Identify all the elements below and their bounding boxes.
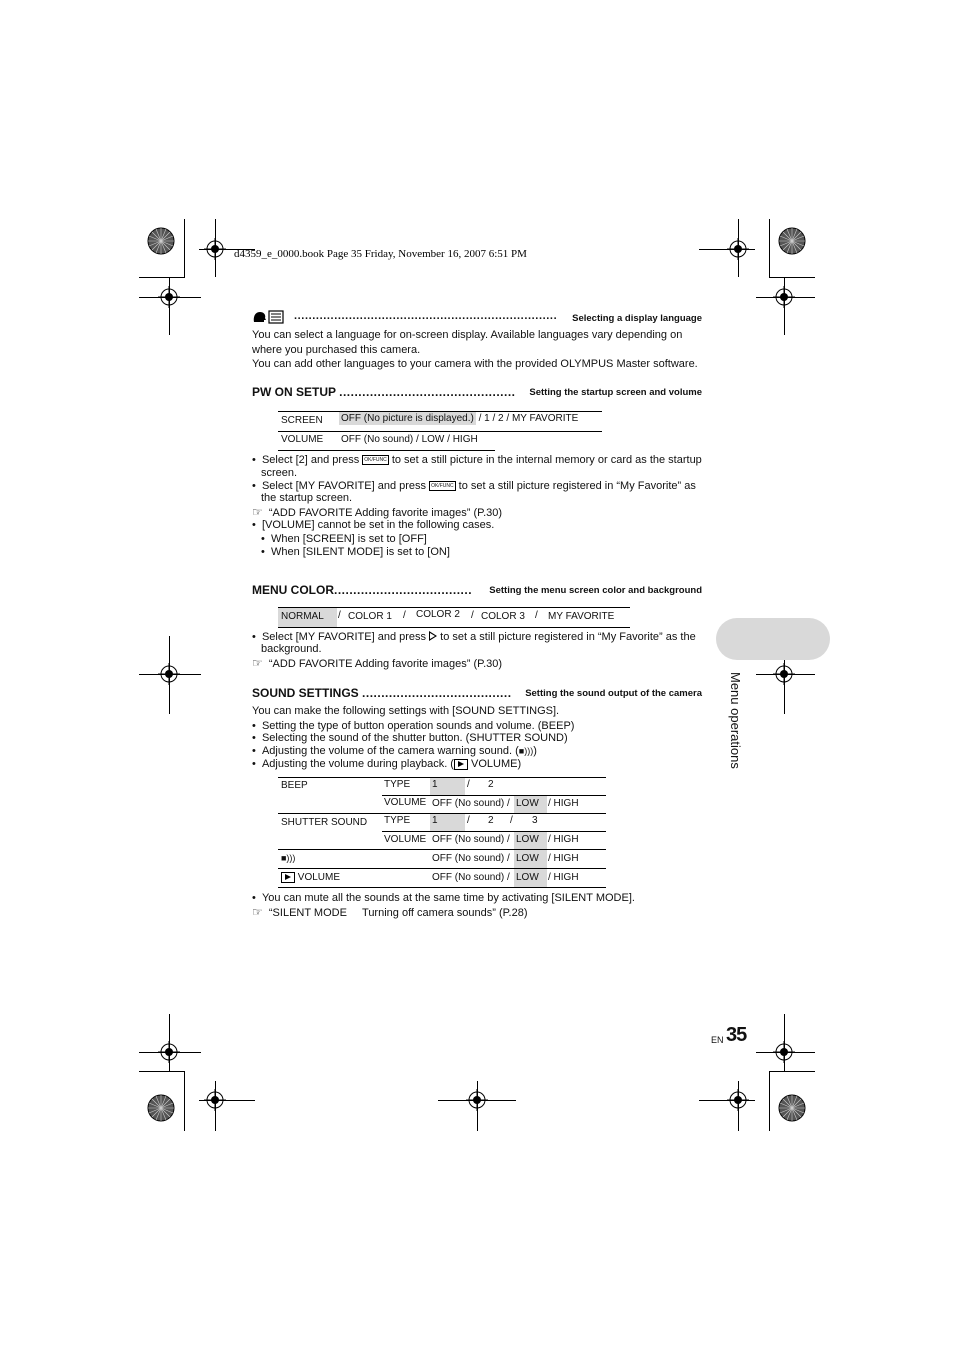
sound-playback-label: VOLUME [281, 872, 340, 883]
side-tab [716, 618, 830, 660]
pw-on-bullet-2: • Select [MY FAVORITE] and press OK/FUNC to set a still picture registered in “My Favorite” as [252, 480, 696, 492]
menu-color-option-favorite: MY FAVORITE [548, 611, 615, 622]
ok-func-icon: OK/FUNC [364, 457, 387, 464]
sound-shutter-label: SHUTTER SOUND [281, 817, 368, 828]
menu-color-ref: ☞ “ADD FAVORITE Adding favorite images” (P.30) [252, 656, 503, 670]
side-tab-label: Menu operations [728, 672, 743, 769]
sound-name: SOUND SETTINGS [252, 686, 359, 700]
pw-on-screen-rest: / 1 / 2 / MY FAVORITE [475, 413, 579, 424]
pw-on-dots: .............................................. [339, 385, 516, 399]
reference-hand-icon: ☞ [252, 656, 263, 670]
playback-icon [454, 759, 468, 770]
sound-shutter-type-label: TYPE [384, 815, 411, 826]
sound-beep-type-label: TYPE [384, 779, 411, 790]
sound-beep-volume-label: VOLUME [384, 797, 427, 808]
pw-on-bullet-3a: • When [SCREEN] is set to [OFF] [261, 533, 427, 545]
sound-beep-volume-low: LOW [516, 798, 539, 809]
page-language: EN [711, 1035, 724, 1045]
menu-color-option-normal: NORMAL [281, 611, 324, 622]
menu-color-bullet-1: • Select [MY FAVORITE] and press to set a still picture registered in “My Favorite” as the [252, 631, 696, 643]
language-dots: ........................................................................ [294, 310, 558, 322]
menu-color-option-2: COLOR 2 [416, 609, 460, 620]
right-arrow-icon [429, 631, 437, 641]
sound-bullet-4: • Adjusting the volume during playback. ( VOLUME) [252, 758, 522, 770]
sound-warning-volume-off: OFF (No sound) / [432, 853, 510, 864]
menu-color-bullet-1-cont: background. [261, 643, 322, 655]
sound-warning-volume-low: LOW [516, 853, 539, 864]
book-header: d4359_e_0000.book Page 35 Friday, November 16, 2007 6:51 PM [234, 248, 527, 260]
sound-playback-volume-high: / HIGH [548, 872, 579, 883]
sound-shutter-volume-high: / HIGH [548, 834, 579, 845]
menu-color-heading [252, 583, 472, 597]
sound-beep-volume-high: / HIGH [548, 798, 579, 809]
sound-shutter-volume-off: OFF (No sound) / [432, 834, 510, 845]
sound-shutter-type-2: 2 [488, 815, 494, 826]
menu-color-option-3: COLOR 3 [481, 611, 525, 622]
sound-note: • You can mute all the sounds at the same time by activating [SILENT MODE]. [252, 892, 635, 904]
sound-beep-type-slash: / [467, 779, 470, 790]
pw-on-bullet-1-cont: screen. [261, 467, 298, 479]
pw-on-heading [252, 385, 516, 399]
pw-on-screen-label: SCREEN [281, 415, 323, 426]
pw-on-bullet-3b: • When [SILENT MODE] is set to [ON] [261, 546, 450, 558]
sound-beep-type-1: 1 [432, 779, 438, 790]
sound-shutter-type-slash-1: / [467, 815, 470, 826]
sound-beep-volume-off: OFF (No sound) / [432, 798, 510, 809]
sound-shutter-type-slash-2: / [510, 815, 513, 826]
pw-on-screen-options [339, 413, 578, 424]
pw-on-name: PW ON SETUP [252, 385, 336, 399]
sound-shutter-type-1: 1 [432, 815, 438, 826]
sound-shutter-volume-low: LOW [516, 834, 539, 845]
language-title: Selecting a display language [572, 313, 702, 324]
language-text-2: where you purchased this camera. [252, 344, 421, 356]
pw-on-volume-label: VOLUME [281, 434, 324, 445]
ok-func-icon: OK/FUNC [431, 483, 454, 490]
sound-shutter-type-3: 3 [532, 815, 538, 826]
reference-hand-icon: ☞ [252, 505, 263, 519]
pw-on-bullet-1: • Select [2] and press OK/FUNC to set a still picture in the internal memory or card as the startup [252, 454, 702, 466]
speaker-icon: ■))) [518, 746, 534, 756]
pw-on-title: Setting the startup screen and volume [529, 387, 702, 398]
sound-ref: ☞ “SILENT MODE Turning off camera sounds” (P.28) [252, 905, 528, 919]
sound-shutter-volume-label: VOLUME [384, 834, 427, 845]
menu-color-option-1: COLOR 1 [348, 611, 392, 622]
sound-intro: You can make the following settings with [SOUND SETTINGS]. [252, 705, 560, 717]
menu-color-dots: .................................... [334, 583, 473, 597]
speaker-icon: ■))) [281, 853, 296, 863]
sound-heading [252, 686, 512, 700]
language-text-1: You can select a language for on-screen display. Available languages vary depending on [252, 329, 683, 341]
sound-dots: ....................................... [362, 686, 512, 700]
pw-on-ref: ☞ “ADD FAVORITE Adding favorite images” (P.30) [252, 505, 503, 519]
sound-bullet-2: • Selecting the sound of the shutter button. (SHUTTER SOUND) [252, 732, 568, 744]
sound-bullet-3: • Adjusting the volume of the camera warning sound. (■)))) [252, 745, 537, 757]
menu-color-name: MENU COLOR [252, 583, 334, 597]
menu-color-title: Setting the menu screen color and background [489, 585, 702, 596]
sound-warning-volume-high: / HIGH [548, 853, 579, 864]
sound-beep-label: BEEP [281, 780, 308, 791]
pw-on-bullet-3: • [VOLUME] cannot be set in the following cases. [252, 519, 495, 531]
playback-icon [281, 872, 295, 883]
sound-beep-type-2: 2 [488, 779, 494, 790]
page-number: 35 [726, 1024, 747, 1046]
pw-on-bullet-2-cont: the startup screen. [261, 492, 353, 504]
pw-on-volume-options: OFF (No sound) / LOW / HIGH [341, 434, 478, 445]
sound-bullet-1: • Setting the type of button operation sounds and volume. (BEEP) [252, 720, 575, 732]
sound-title: Setting the sound output of the camera [525, 688, 702, 699]
sound-playback-volume-off: OFF (No sound) / [432, 872, 510, 883]
pw-on-screen-default: OFF (No picture is displayed.) [341, 413, 474, 424]
language-text-3: You can add other languages to your camera with the provided OLYMPUS Master software. [252, 358, 698, 370]
language-icon [252, 310, 284, 329]
sound-playback-volume-low: LOW [516, 872, 539, 883]
reference-hand-icon: ☞ [252, 905, 263, 919]
